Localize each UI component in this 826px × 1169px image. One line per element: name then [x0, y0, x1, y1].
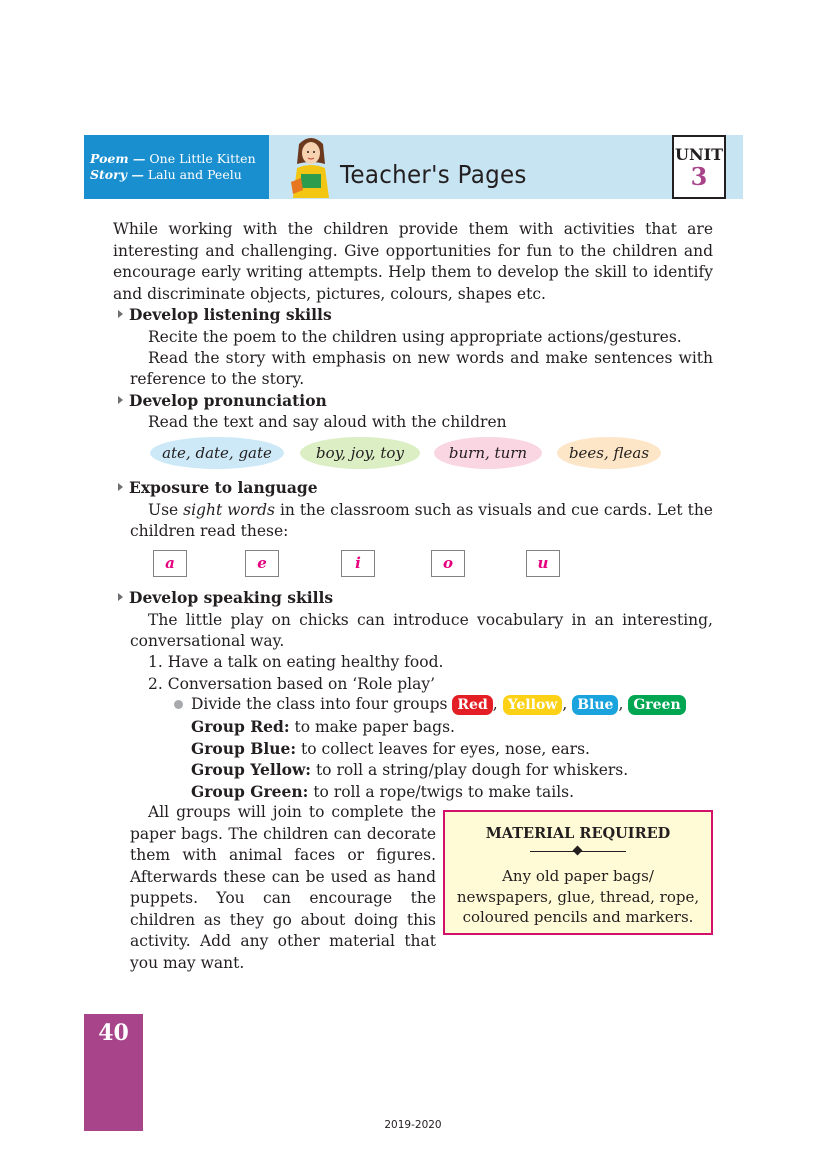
unit-number: 3 — [690, 162, 708, 191]
group-task: Group Green: to roll a rope/twigs to make tails. — [191, 781, 575, 801]
poem-line — [90, 151, 256, 166]
unit-badge — [672, 135, 726, 199]
section-arrow-icon — [118, 483, 123, 491]
exposure-heading — [118, 478, 318, 497]
word-cloud: bees, fleas — [557, 437, 661, 469]
listening-heading-text: Develop listening skills — [129, 305, 332, 324]
group-tag-red: Red — [452, 695, 492, 715]
speaking-line: The little play on chicks can introduce vocabulary in an interesting, — [148, 610, 713, 629]
pronunciation-heading — [118, 391, 327, 410]
story-line — [90, 167, 242, 182]
list-item: 2. Conversation based on ‘Role play’ — [148, 674, 436, 693]
group-tag-green: Green — [628, 695, 685, 715]
section-arrow-icon — [118, 310, 123, 318]
word-cloud: boy, joy, toy — [300, 437, 420, 469]
bullet-icon — [174, 700, 183, 709]
intro-line: interesting and challenging. Give opportunities for fun to the children and — [113, 241, 713, 260]
list-item: 1. Have a talk on eating healthy food. — [148, 653, 444, 671]
exposure-line: Use sight words in the classroom such as visuals and cue cards. Let the — [148, 500, 713, 519]
story-title: Lalu and Peelu — [147, 167, 242, 182]
group-tag-blue: Blue — [572, 695, 618, 715]
story-label: Story — — [90, 167, 144, 182]
group-task: Group Red: to make paper bags. — [191, 717, 455, 736]
vowel-card: i — [341, 550, 375, 577]
listening-line: reference to the story. — [130, 370, 305, 388]
closing-line: puppets. You can encourage the — [130, 889, 436, 907]
closing-line: Afterwards these can be used as hand — [130, 867, 436, 886]
closing-line: children as they go about doing this — [130, 910, 436, 929]
vowel-card: a — [153, 550, 187, 577]
closing-line: you may want. — [130, 953, 245, 972]
speaking-heading — [118, 588, 333, 607]
teacher-illustration — [285, 134, 337, 200]
closing-line: activity. Add any other material that — [130, 932, 436, 950]
pronunciation-heading-text: Develop pronunciation — [129, 390, 327, 410]
bullet-line: Divide the class into four groups Red , Yellow , Blue , Green — [191, 694, 686, 716]
vowel-card: e — [245, 550, 279, 577]
edition-year: 2019-2020 — [384, 1119, 442, 1131]
vowel-card: u — [526, 550, 560, 577]
material-title: MATERIAL REQUIRED — [485, 825, 671, 842]
section-arrow-icon — [118, 396, 123, 404]
group-task: Group Yellow: to roll a string/play dough for whiskers. — [191, 760, 629, 779]
poem-title: One Little Kitten — [149, 151, 256, 166]
sight-words: sight words — [183, 500, 276, 519]
ornament-divider — [530, 851, 626, 852]
material-text: Any old paper bags/ newspapers, glue, thread, rope, coloured pencils and markers. — [456, 867, 700, 926]
pronunciation-line: Read the text and say aloud with the children — [148, 413, 507, 431]
section-arrow-icon — [118, 593, 123, 601]
material-required-box — [443, 810, 713, 935]
intro-line: While working with the children provide them with activities that are — [113, 220, 713, 238]
word-cloud: ate, date, gate — [150, 437, 284, 469]
diamond-icon — [573, 846, 583, 856]
closing-line: them with animal faces or figures. — [130, 846, 436, 864]
intro-line: encourage early writing attempts. Help them to develop the skill to identify — [113, 263, 713, 281]
header-label-panel — [84, 135, 269, 199]
intro-line: and discriminate objects, pictures, colours, shapes etc. — [113, 284, 546, 303]
word-cloud: burn, turn — [434, 437, 542, 469]
exposure-line: children read these: — [130, 522, 289, 540]
listening-line: Recite the poem to the children using appropriate actions/gestures. — [148, 327, 682, 346]
group-task: Group Blue: to collect leaves for eyes, nose, ears. — [191, 738, 590, 758]
poem-label: Poem — — [90, 151, 146, 166]
exposure-heading-text: Exposure to language — [129, 478, 318, 497]
page-number: 40 — [98, 1020, 129, 1046]
closing-line: All groups will join to complete the — [148, 803, 436, 821]
speaking-line: conversational way. — [130, 632, 285, 650]
listening-line: Read the story with emphasis on new words and make sentences with — [148, 348, 713, 367]
group-tag-yellow: Yellow — [503, 695, 563, 715]
listening-heading — [118, 305, 332, 324]
speaking-heading-text: Develop speaking skills — [129, 588, 334, 607]
closing-line: paper bags. The children can decorate — [130, 824, 436, 843]
page-title: Teacher's Pages — [340, 160, 527, 189]
unit-label: UNIT — [675, 145, 723, 164]
vowel-card: o — [431, 550, 465, 577]
